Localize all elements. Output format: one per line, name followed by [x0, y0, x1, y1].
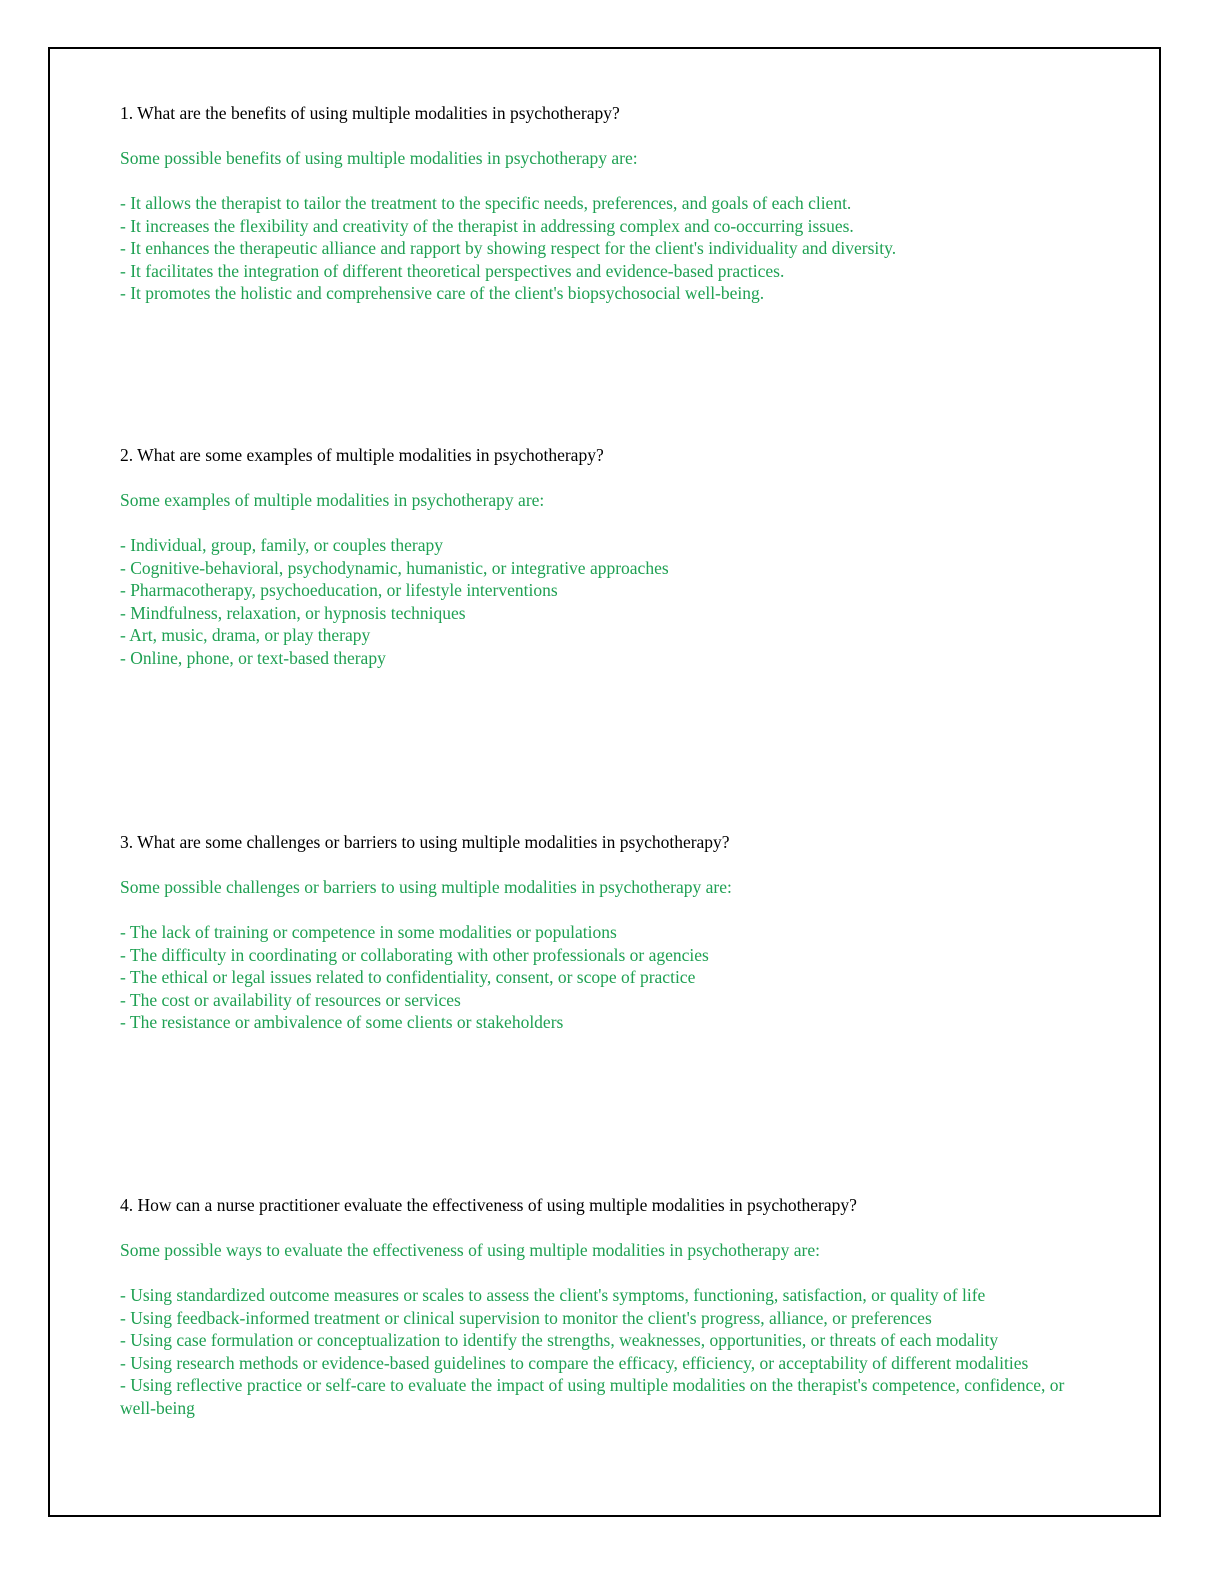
- question-2: 2. What are some examples of multiple modalities in psychotherapy?: [120, 445, 604, 465]
- list-item: - The difficulty in coordinating or collaborating with other professionals or agencies: [120, 944, 709, 965]
- answer-list-4: [120, 1284, 1080, 1420]
- question-section-3: [120, 831, 1080, 1034]
- list-item: - It promotes the holistic and comprehensive care of the client's biopsychosocial well-being.: [120, 283, 765, 304]
- question-3: 3. What are some challenges or barriers to using multiple modalities in psychotherapy?: [120, 832, 730, 852]
- question-section-1: [120, 102, 1080, 305]
- list-item: - The ethical or legal issues related to confidentiality, consent, or scope of practice: [120, 967, 696, 988]
- list-item: - Using case formulation or conceptualization to identify the strengths, weaknesses, opportunities, or threats of each modality: [120, 1330, 999, 1351]
- list-item: - Using research methods or evidence-based guidelines to compare the efficacy, efficiency, or acceptability of different modalities: [120, 1352, 1029, 1373]
- list-item: - Using standardized outcome measures or scales to assess the client's symptoms, functioning, satisfaction, or quality of life: [120, 1285, 986, 1305]
- list-item: - The resistance or ambivalence of some clients or stakeholders: [120, 1012, 564, 1033]
- list-item: - It increases the flexibility and creativity of the therapist in addressing complex and co-occurring issues.: [120, 215, 854, 236]
- answer-list-1: [120, 192, 1080, 305]
- answer-intro-4: Some possible ways to evaluate the effectiveness of using multiple modalities in psychotherapy are:: [120, 1240, 820, 1260]
- answer-intro-2: Some examples of multiple modalities in psychotherapy are:: [120, 490, 545, 510]
- list-item: - It facilitates the integration of different theoretical perspectives and evidence-based practices.: [120, 260, 785, 281]
- list-item: - The cost or availability of resources or services: [120, 989, 461, 1010]
- list-item: - The lack of training or competence in some modalities or populations: [120, 922, 617, 942]
- list-item: - Using feedback-informed treatment or clinical supervision to monitor the client's progress, alliance, or preferences: [120, 1307, 932, 1328]
- list-item: - Online, phone, or text-based therapy: [120, 647, 386, 668]
- list-item: - Pharmacotherapy, psychoeducation, or lifestyle interventions: [120, 580, 558, 601]
- answer-intro-3: Some possible challenges or barriers to using multiple modalities in psychotherapy are:: [120, 877, 732, 897]
- question-section-2: [120, 444, 1080, 670]
- answer-list-3: [120, 921, 1080, 1034]
- answer-list-2: [120, 534, 1080, 670]
- list-item: - Cognitive-behavioral, psychodynamic, humanistic, or integrative approaches: [120, 557, 669, 578]
- list-item: - Individual, group, family, or couples therapy: [120, 535, 444, 555]
- question-section-4: [120, 1194, 1080, 1420]
- list-item: - Mindfulness, relaxation, or hypnosis techniques: [120, 602, 466, 623]
- question-4: 4. How can a nurse practitioner evaluate the effectiveness of using multiple modalities in psychotherapy?: [120, 1195, 857, 1215]
- list-item: - Using reflective practice or self-care to evaluate the impact of using multiple modalities on the therapist's competence, confidence, or well-being: [120, 1375, 1065, 1418]
- list-item: - Art, music, drama, or play therapy: [120, 625, 371, 646]
- question-1: 1. What are the benefits of using multiple modalities in psychotherapy?: [120, 103, 620, 123]
- list-item: - It enhances the therapeutic alliance and rapport by showing respect for the client's individuality and diversity.: [120, 238, 897, 259]
- list-item: - It allows the therapist to tailor the treatment to the specific needs, preferences, and goals of each client.: [120, 193, 852, 213]
- answer-intro-1: Some possible benefits of using multiple modalities in psychotherapy are:: [120, 148, 638, 168]
